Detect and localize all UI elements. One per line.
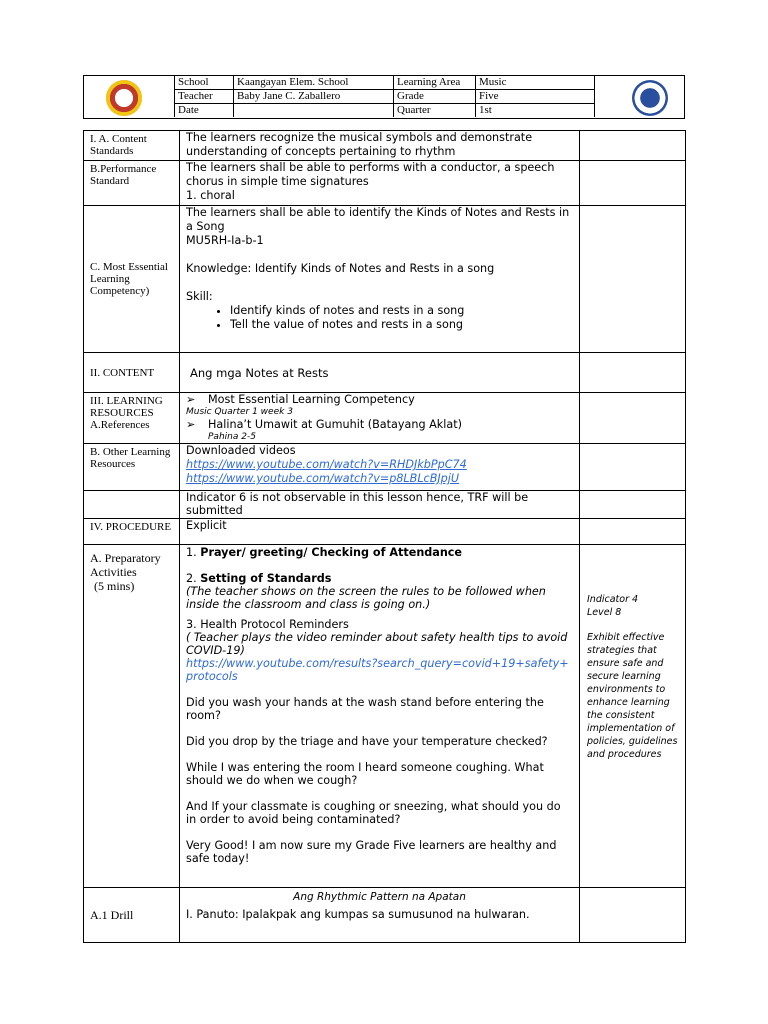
header-value: 1st [476, 104, 595, 118]
indicator-text: Exhibit effective strategies that ensure safe and secure learning environments to enhance learning the consistent implementation of policies, guidelines and procedures [587, 632, 678, 760]
video-link[interactable]: https://www.youtube.com/watch?v=RHDJkbPpC74 [186, 458, 467, 471]
deped-seal [632, 80, 668, 116]
performance-standard-text: The learners shall be able to performs with a conductor, a speech chorus in simple time signatures [186, 161, 555, 188]
row-indicator6 [84, 491, 686, 519]
header-label: Learning Area [394, 76, 476, 90]
header-label: Date [175, 104, 234, 118]
row-preparatory: A. Preparatory Activities (5 mins) 1. Prayer/ greeting/ Checking of Attendance 2. Setting of Standards (The teacher shows on the screen the rules to be followed when inside the classroom and class is going on.) 3. Health Protocol Reminders ( Teacher plays the video reminder about safety health tips to avoid COVID-19) https://www.youtube.com/results?search_query=covid+19+safety+protocols Did you wash your hands at the wash stand before entering the room? Did you drop by the triage and have your temperature checked? While I was entering the room I heard someone coughing. What should we do when we cough? And If your classmate is coughing or sneezing, what should you do in order to avoid being contaminated? Very Good! I am now sure my Grade Five learners are healthy and safe today! Indicator 4 Level 8 Exhibit effective strategies that ensure safe and secure learning environments to enhance learning the consistent implementation of policies, guidelines and procedures [84, 545, 686, 888]
indicator-level: Level 8 [587, 607, 622, 618]
row-procedure [84, 519, 686, 545]
drill-title: Ang Rhythmic Pattern na Apatan [293, 891, 466, 903]
reference-item: Most Essential Learning Competency [208, 393, 415, 406]
procedure-text: Explicit [180, 519, 580, 545]
question: Did you drop by the triage and have your temperature checked? [186, 735, 548, 748]
row-label: B. Other Learning Resources [84, 444, 180, 491]
skill-list [186, 304, 573, 332]
header-label: Teacher [175, 90, 234, 104]
header-value: Kaangayan Elem. School [234, 76, 394, 90]
drill-text: I. Panuto: Ipalakpak ang kumpas sa sumusunod na hulwaran. [186, 908, 530, 921]
row-other-resources [84, 444, 686, 491]
row-label: II. CONTENT [84, 353, 180, 393]
step-title: 3. Health Protocol Reminders [186, 618, 349, 631]
list-item: • Tell the value of notes and rests in a song [230, 318, 573, 332]
school-logo [106, 80, 142, 116]
performance-item: 1. choral [186, 189, 235, 202]
row-label: IV. PROCEDURE [84, 519, 180, 545]
step-note: ( Teacher plays the video reminder about safety health tips to avoid COVID-19) [186, 631, 568, 657]
header-info-table [174, 76, 595, 117]
content-standards-text: The learners recognize the musical symbols and demonstrate understanding of concepts pertaining to rhythm [180, 131, 580, 161]
row-content [84, 353, 686, 393]
header-label: Grade [394, 90, 476, 104]
competency-skill: Skill: [186, 290, 213, 303]
reference-item: Halina’t Umawit at Gumuhit (Batayang Aklat) [208, 418, 462, 431]
indicator-title: Indicator 4 [587, 594, 639, 605]
row-content-standards [84, 131, 686, 161]
reference-sub: Music Quarter 1 week 3 [186, 407, 293, 417]
competency-code: MU5RH-Ia-b-1 [186, 234, 264, 247]
row-label: III. LEARNING RESOURCES A.References [84, 393, 180, 444]
row-label: C. Most Essential Learning Competency) [84, 206, 180, 353]
competency-knowledge: Knowledge: Identify Kinds of Notes and Rests in a song [186, 262, 495, 275]
content-text: Ang mga Notes at Rests [190, 365, 329, 380]
step-title: Setting of Standards [200, 572, 332, 585]
step-title: Prayer/ greeting/ Checking of Attendance [200, 546, 463, 559]
header-value: Five [476, 90, 595, 104]
step-note: (The teacher shows on the screen the rules to be followed when inside the classroom and class is going on.) [186, 585, 546, 611]
lesson-plan-table [83, 130, 686, 943]
list-item: • Identify kinds of notes and rests in a song [230, 304, 573, 318]
header-value: Music [476, 76, 595, 90]
header-value: Baby Jane C. Zaballero [234, 90, 394, 104]
header-label: Quarter [394, 104, 476, 118]
header-label: School [175, 76, 234, 90]
row-label: I. A. Content Standards [84, 131, 180, 161]
lesson-header [83, 75, 685, 119]
question: And If your classmate is coughing or sneezing, what should you do in order to avoid being contaminated? [186, 800, 561, 826]
covid-link[interactable]: https://www.youtube.com/results?search_query=covid+19+safety+protocols [186, 657, 569, 683]
row-label: A.1 Drill [84, 888, 180, 943]
arrow-bullet-icon: ➢ [186, 418, 196, 431]
duration: (5 mins) [94, 579, 135, 593]
row-label: B.Performance Standard [84, 161, 180, 206]
reference-sub: Pahina 2-5 [208, 432, 256, 442]
video-link[interactable]: https://www.youtube.com/watch?v=p8LBLcBJpjU [186, 472, 460, 485]
competency-text: The learners shall be able to identify the Kinds of Notes and Rests in a Song [186, 206, 570, 233]
row-label: A. Preparatory Activities [90, 551, 161, 579]
closing-text: Very Good! I am now sure my Grade Five learners are healthy and safe today! [186, 839, 557, 865]
arrow-bullet-icon: ➢ [186, 393, 196, 406]
row-performance-standard [84, 161, 686, 206]
row-competency [84, 206, 686, 353]
question: Did you wash your hands at the wash stand before entering the room? [186, 696, 544, 722]
row-resources [84, 393, 686, 444]
question: While I was entering the room I heard someone coughing. What should we do when we cough? [186, 761, 544, 787]
indicator6-text: Indicator 6 is not observable in this lesson hence, TRF will be submitted [180, 491, 580, 519]
row-drill [84, 888, 686, 943]
header-value [234, 104, 394, 118]
other-resources-text: Downloaded videos [186, 444, 296, 457]
